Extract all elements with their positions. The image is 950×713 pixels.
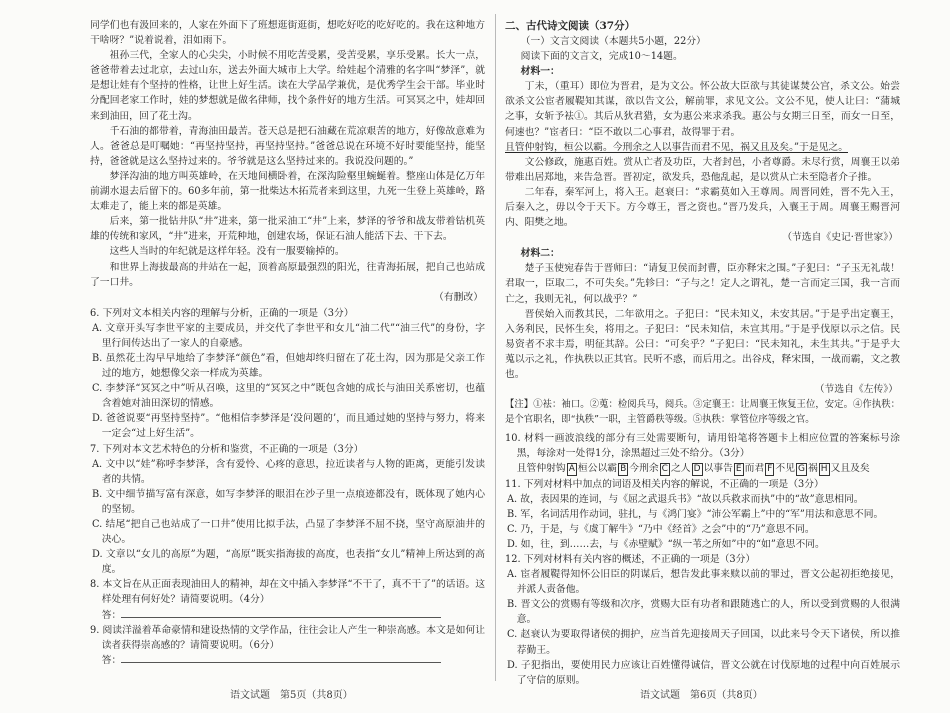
answer-box-label[interactable]: C <box>661 464 668 475</box>
question-option: D. 如，往，到……去，与《赤壁赋》“纵一苇之所如”中的“如”意思不同。 <box>506 538 825 550</box>
passage-paragraph: 后来，第一批钻井队“井”进来，第一批采油工“井”上来，梦泽的爷爷和战友带着钻机英雄的传统和家风，“井”进来，开荒种地，创建农场，保证石油人能活下去、干下去。 <box>90 216 485 243</box>
material-paragraph: 丁未，（重耳）即位为晋君，是为文公。怀公故大臣欲与其徒谋焚公宫，杀文公。始尝欲杀文公宦者履鞮知其谋，欲以告文公，解前罪，求见文公。文公不见，使人让曰：“蒲城之事，女斩予袪①。其后从狄君猎，女为惠公来求杀我。惠公与女期三日至，而女一日至，何速也？”宦者曰：“臣不敢以二心事君，故得罪于君。 <box>505 81 900 138</box>
question-option: D. 爸爸说要“再坚持坚持”。“他相信李梦泽是‘没问题的’，而且通过她的坚持与努力，将来一定会“过上好生活”。 <box>91 413 485 440</box>
passage-source: （有删改） <box>434 291 483 303</box>
question-stem: 6. 下列对文本相关内容的理解与分析，正确的一项是（3分） <box>90 307 354 319</box>
passage-paragraph: 梦泽沟油的地方叫英雄岭，在天地间横卧着，在深沟险壑里蜿蜒着。整座山体是亿万年前湖水退去后留下的。60多年前，第一批柴达木拓荒者来到这里，九死一生登上英雄岭，路太难走了，能上来的都是英雄。 <box>90 170 485 213</box>
question-stem: 7. 下列对本文艺术特色的分析和鉴赏，不正确的一项是（3分） <box>90 443 364 455</box>
right-page <box>505 18 900 688</box>
question-option: B. 晋文公的赏赐有等级和次序，赏赐大臣有功者和跟随逃亡的人，所以受到赏赐的人很满意。 <box>506 599 900 626</box>
segment-text: 且管仲射钩 <box>516 463 566 475</box>
segmentation-line <box>505 461 900 476</box>
answer-box-label[interactable]: E <box>735 464 742 475</box>
segment-text: 今刑余 <box>629 463 659 475</box>
question-option: C. 结尾“把自己也站成了一口井”使用比拟手法，凸显了李梦泽不屈不挠，坚守高原油井的决心。 <box>91 519 485 546</box>
left-page <box>90 18 485 668</box>
segment-text: 之人 <box>670 463 691 475</box>
annotation-notes: 【注】①袪：袖口。②蒐：检阅兵马，阅兵。③定襄王：让周襄王恢复王位，安定。④作执秩：是个官职名，即“执秩”一职，主管爵秩等级。⑤执秩：掌管位序等级之官。 <box>505 399 900 425</box>
page-footer-right: 语文试题 第6页（共8页） <box>640 690 763 701</box>
segment-text: 而君 <box>744 463 765 475</box>
question-stem: 9. 阅读洋溢着革命豪情和建设热情的文学作品，往往会让人产生一种崇高感。本文是如何让读者获得崇高感的？请简要说明。（6分） <box>90 624 485 651</box>
segment-text: 桓公以霸 <box>577 463 618 475</box>
answer-line <box>90 653 485 668</box>
question-stem: 12. 下列对材料有关内容的概述，不正确的一项是（3分） <box>505 554 756 565</box>
passage-paragraph: 同学们也有汲回来的，人家在外面下了班想逛街逛街，想吃好吃的吃好吃的。我在这种地方干啥呀？”说着说着，泪如雨下。 <box>90 20 485 47</box>
answer-box-label[interactable]: G <box>797 464 805 475</box>
column-divider <box>495 14 496 681</box>
answer-blank[interactable] <box>121 617 441 618</box>
answer-label: 答： <box>101 654 122 666</box>
section-title: 二、古代诗文阅读（37分） <box>505 20 636 32</box>
question-option: B. 文中细节描写富有深意，如写李梦泽的眼泪在沙子里一点痕迹都没有，既体现了她内心的坚韧。 <box>91 488 485 515</box>
answer-box-label[interactable]: F <box>767 464 773 475</box>
segment-text: 祸 <box>807 463 818 475</box>
question-stem: 8. 本文旨在从正面表现油田人的精神，却在文中插入李梦泽“不干了，真不干了”的话语。这样处理有何好处？请简要说明。（4分） <box>90 579 485 606</box>
question-stem: 10. 材料一画波浪线的部分有三处需要断句，请用铅笔将答题卡上相应位置的答案标号涂黑，每涂对一处得1分，涂黑超过三处不给分。（3分） <box>505 433 900 460</box>
passage-paragraph: 和世界上海拔最高的井站在一起，顶着高原最强烈的阳光，往青海拓展，把自己也站成了一口井。 <box>90 261 485 288</box>
question-option: A. 文章开头写李世平家的主要成员，并交代了李世平和女儿“油二代”“油三代”的身份，字里行间传达出了一家人的自豪感。 <box>91 322 485 349</box>
answer-box-label[interactable]: A <box>568 464 575 475</box>
question-stem: 11. 下列对材料中加点的词语及相关内容的解说，不正确的一项是（3分） <box>505 478 824 490</box>
subsection-title: （一）文言文阅读（本题共5小题，22分） <box>520 36 706 47</box>
page-footer-left: 语文试题 第5页（共8页） <box>230 690 353 701</box>
answer-blank[interactable] <box>121 662 441 663</box>
question-option: A. 故，表因果的连词，与《屈之武退兵书》“故以兵救求而执”中的“故”意思相同。 <box>506 493 864 505</box>
material-source: （节选自《史记·晋世家》） <box>782 232 898 244</box>
passage-paragraph: 祖孙三代，全家人的心尖尖，小时候不用吃苦受累，受苦受累，享乐受累。长大一点，爸爸带着去过北京，去过山东，送去外面大城市上大学。给娃起个清雅的名字叫“梦泽”，就是想让娃有个坚持的性格，让世上好生活。读在大学品学兼优，是优秀学生会干部。毕业时分配回老家工作时，娃的梦想就是做名律师，找个条件好的地方生活。可冥冥之中，娃却回来到油田，回了花土沟。 <box>90 50 485 122</box>
question-option: C. 乃，于是，与《虞丁解牛》“乃中《经首》之会”中的“乃”意思不同。 <box>506 523 815 535</box>
passage-paragraph: 这些人当时的年纪就是这样年轻。没有一服要输掉的。 <box>109 246 345 258</box>
question-option: D. 子犯指出，要使用民力应该让百姓懂得诚信，晋文公就在讨伐原地的过程中向百姓展示了守信的原则。 <box>506 659 900 686</box>
material-paragraph: 文公修政，施惠百姓。赏从亡者及功臣，大者封邑，小者尊爵。未尽行赏，周襄王以弟带难出居郑地，来告急晋。晋初定，欲发兵，恐他乱起，是以赏从亡未至隐者介子推。 <box>505 156 900 183</box>
question-option: B. 虽然花土沟早早地给了李梦泽“颜色”看，但她却终归留在了花土沟，因为那是父亲工作过的地方，她想像父亲一样成为英雄。 <box>91 352 485 380</box>
question-option: A. 宦者履鞮得知怀公旧臣的阴谋后，想告发此事来赎以前的罪过，晋文公起初拒绝接见，并派人责备他。 <box>506 569 900 596</box>
material-label: 材料二： <box>520 248 560 260</box>
material-paragraph: 二年春，秦军河上，将入王。赵衰曰：“求霸莫如入王尊周。周晋同姓，晋不先入王，后秦入之，毋以令于天下。方今尊王，晋之资也。”晋乃发兵，入襄王于周。周襄王赐晋河内、阳樊之地。 <box>505 186 900 229</box>
answer-box-label[interactable]: D <box>693 464 701 475</box>
question-option: A. 文中以“娃”称呼李梦泽，含有爱怜、心疼的意思，拉近读者与人物的距离，更能引发读者的共情。 <box>91 458 485 485</box>
material-label: 材料一： <box>520 66 560 78</box>
question-option: C. 赵衰认为要取得诸侯的拥护，应当首先迎接周天子回国，以此来号令天下诸侯，所以推荐勤王。 <box>506 629 900 656</box>
answer-box-label[interactable]: H <box>820 464 828 475</box>
instruction: 阅读下面的文言文，完成10～14题。 <box>520 51 683 63</box>
answer-line <box>90 608 485 623</box>
question-option: D. 文章以“女儿的高原”为题，“高原”既实指海拔的高度，也表指“女儿”精神上所达到的高度。 <box>91 549 485 576</box>
answer-box-label[interactable]: B <box>620 464 627 475</box>
material-paragraph <box>505 140 900 155</box>
material-paragraph: 楚子玉使宛春告于晋师曰：“请复卫侯而封曹，臣亦释宋之围。”子犯曰：“子玉无礼哉！君取一，臣取二，不可失矣。”先轸曰：“子与之！定人之谓礼，楚一言而定三国，我一言而亡之，我则无礼，何以战乎？” <box>505 263 900 305</box>
segment-text: 以事告 <box>703 463 733 475</box>
answer-label: 答： <box>101 609 122 621</box>
question-option: C. 李梦泽“冥冥之中”听从召唤，这里的“冥冥之中”既包含她的成长与油田关系密切，也蕴含着她对油田深切的情感。 <box>91 383 485 410</box>
segment-text: 不见 <box>775 463 795 475</box>
material-source: （节选自《左传》） <box>814 384 898 396</box>
wavy-underlined-text: 且管仲射钩，桓公以霸。今刑余之人以事告而君不见，祸又且及矣。”于是见之。 <box>505 141 848 153</box>
question-option: B. 军，名词活用作动词，驻扎，与《鸿门宴》“沛公军霸上”中的“军”用法和意思不同。 <box>506 508 884 520</box>
passage-paragraph: 千石油的都带着，青海油田最苦。苍天总是把石油藏在荒凉艰苦的地方，好像故意难为人。爸爸总是叮嘱她：“再坚持坚持，再坚持坚持。”爸爸总说在环境不好时要能坚持，能坚持，爸爸就是这么坚持过来的。爷爷就是这么坚持过来的。我说没问题的。” <box>90 125 485 167</box>
material-paragraph: 晋侯始入而教其民，二年欲用之。子犯曰：“民未知义，未安其居。”于是乎出定襄王，入务利民，民怀生矣，将用之。子犯曰：“民未知信，未宣其用。”于是乎伐原以示之信。民易资者不求丰焉，明征其辞。公曰：“可矣乎？”子犯曰：“民未知礼，未生其共。”于是乎大蒐以示之礼，作执秩以正其官。民听不惑，而后用之。出谷戍，释宋围，一战而霸，文之教也。 <box>505 308 900 380</box>
segment-text: 又且及矣 <box>830 463 870 475</box>
